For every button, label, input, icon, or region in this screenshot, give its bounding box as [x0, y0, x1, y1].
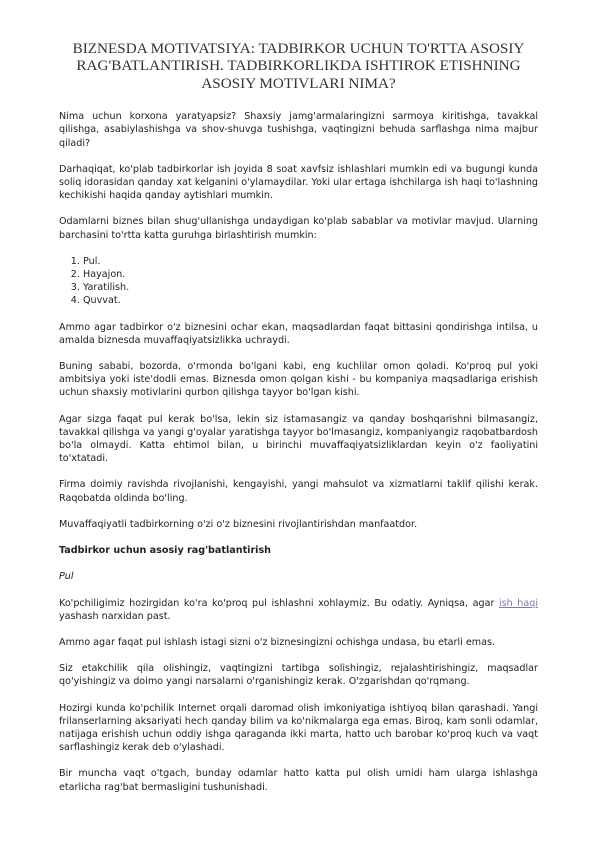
- paragraph: Muvaffaqiyatli tadbirkorning o'zi o'z biznesini rivojlantirishdan manfaatdor.: [59, 518, 418, 530]
- paragraph: Buning sababi, bozorda, o'rmonda bo'lgani kabi, eng kuchlilar omon qoladi. Ko'proq pul yoki ambitsiya yoki iste'dodli emas. Biznesda omon qolgan kishi - bu kompaniya maqsadlariga erishish uchun shaxsiy motivlarini qurbon qilishga tayyor bo'lgan kishi.: [59, 361, 538, 399]
- list-item: 1. Pul.: [83, 255, 538, 268]
- list-item: 2. Hayajon.: [83, 268, 538, 281]
- paragraph: Agar sizga faqat pul kerak bo'lsa, lekin siz istamasangiz va qanday boshqarishni bilmasangiz, tavakkal qilishga va yangi g'oyalar yaratishga tayyor bo'lmasangiz, kompaniyangiz raqobatbardosh bo'la olmaydi. Katta ehtimol bilan, u birinchi muvaffaqiyatsizliklardan keyin o'z faoliyatini to'xtatadi.: [59, 413, 538, 465]
- list-item: 4. Quvvat.: [83, 294, 538, 307]
- paragraph: Odamlarni biznes bilan shug'ullanishga undaydigan ko'plab sabablar va motivlar mavjud. Ularning barchasini to'rtta katta guruhga birlashtirish mumkin:: [59, 216, 538, 241]
- paragraph-text: Ko'pchiligimiz hozirgidan ko'ra ko'proq pul ishlashni xohlaymiz. Bu odatiy. Ayniqsa, agar: [59, 597, 499, 609]
- paragraph: Nima uchun korxona yaratyapsiz? Shaxsiy jamg'armalaringizni sarmoya kiritishga, tavakkal qilishga, asabiylashishga va shov-shuvga tushishga, vaqtingizni behuda sarflashga nima majbur qiladi?: [59, 111, 538, 149]
- paragraph: [59, 597, 538, 623]
- paragraph: Hozirgi kunda ko'pchilik Internet orqali daromad olish imkoniyatiga ishtiyoq bilan qarashadi. Yangi frilanserlarning aksariyati hech qanday bilim va ko'nikmalarga ega emas. Biroq, kam sonli odamlar, natijaga erishish uchun oddiy ishga qaraganda ikki marta, hatto uch barobar ko'proq kuch va vaqt sarflashingiz kerak deb o'ylashadi.: [59, 702, 538, 754]
- paragraph-text: yashash narxidan past.: [59, 610, 171, 622]
- paragraph: Siz etakchilik qila olishingiz, vaqtingizni tartibga solishingiz, rejalashtirishingiz, maqsadlar qo'yishingiz va doimo yangi narsalarni o'rganishingiz kerak. O'zgarishdan qo'rqmang.: [59, 663, 538, 688]
- section-heading: Tadbirkor uchun asosiy rag'batlantirish: [59, 545, 271, 557]
- motives-list: [59, 255, 538, 308]
- salary-link[interactable]: ish haqi: [498, 597, 538, 609]
- paragraph: Firma doimiy ravishda rivojlanishi, kengayishi, yangi mahsulot va xizmatlarni taklif qilishi kerak. Raqobatda oldinda bo'ling.: [59, 479, 538, 504]
- paragraph: Ammo agar faqat pul ishlash istagi sizni o'z biznesingizni ochishga undasa, bu etarli emas.: [59, 636, 496, 648]
- subsection-heading: Pul: [59, 571, 74, 583]
- paragraph: Ammo agar tadbirkor o'z biznesini ochar ekan, maqsadlardan faqat bittasini qondirishga intilsa, u amalda biznesda muvaffaqiyatsizlikka uchraydi.: [59, 321, 538, 346]
- paragraph: Darhaqiqat, ko'plab tadbirkorlar ish joyida 8 soat xavfsiz ishlashlari mumkin edi va bugungi kunda soliq idorasidan qanday xat kelganini o'ylamaydilar. Yoki ular ertaga ishchilarga ish haqi to'lashning kechikishi haqida qanday aytishlari mumkin.: [59, 163, 538, 202]
- paragraph: Bir muncha vaqt o'tgach, bunday odamlar hatto katta pul olish umidi ham ularga ishlashga etarlicha rag'bat bermasligini tushunishadi.: [59, 768, 538, 793]
- list-item: 3. Yaratilish.: [83, 281, 538, 294]
- document-title: BIZNESDA MOTIVATSIYA: TADBIRKOR UCHUN TO'RTTA ASOSIY RAG'BATLANTIRISH. TADBIRKORLIKDA ISHTIROK ETISHNING ASOSIY MOTIVLARI NIMA?: [72, 40, 525, 92]
